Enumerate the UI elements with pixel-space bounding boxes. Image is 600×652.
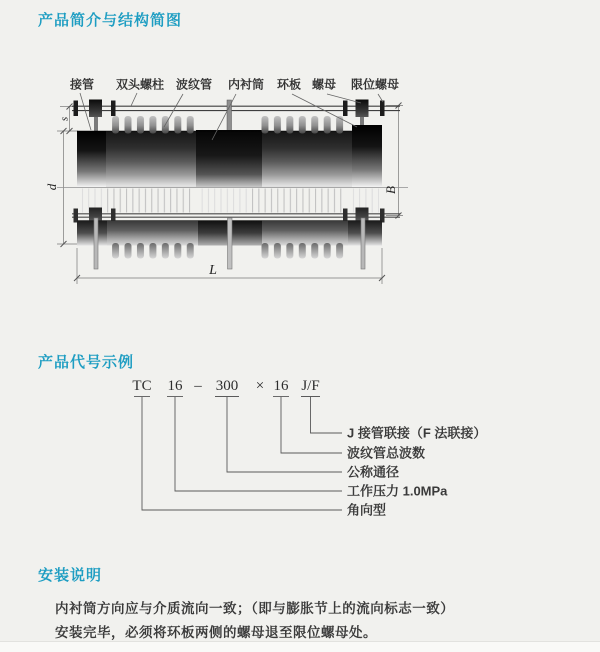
ring-plate-left [77, 131, 106, 187]
code-seg-times: × [255, 378, 265, 394]
part-label-stud: 双头螺柱 [115, 77, 165, 92]
joint-body-top [77, 125, 382, 187]
dim-label-s: s [58, 116, 71, 122]
tie-rod-top [72, 106, 400, 110]
code-seg-dash: – [194, 378, 202, 394]
product-code-diagram [0, 340, 600, 540]
install-line-1: 内衬筒方向应与介质流向一致；（即与膨胀节上的流向标志一致） [55, 601, 455, 616]
install-instructions [55, 597, 525, 645]
code-seg-conn: J/F [301, 378, 320, 394]
page-bottom-edge [0, 641, 600, 652]
part-label-bellows: 波纹管 [175, 77, 213, 92]
callout-wave-count: 波纹管总波数 [347, 445, 426, 461]
callout-type: 角向型 [347, 502, 387, 518]
part-label-pipe: 接管 [69, 77, 95, 92]
dim-label-l: L [209, 263, 217, 278]
section-title-intro: 产品简介与结构简图 [38, 12, 183, 29]
bellows-silhouette-bottom [82, 189, 379, 213]
nut-left [89, 100, 102, 118]
dim-label-b: B [383, 186, 398, 194]
ring-plate-right [352, 125, 382, 187]
code-seg-type: TC [132, 378, 152, 394]
install-line-2: 安装完毕，必须将环板两侧的螺母退至限位螺母处。 [55, 625, 377, 640]
section-title-code: 产品代号示例 [38, 354, 135, 371]
code-seg-waves: 16 [273, 378, 289, 394]
callout-pressure: 工作压力 1.0MPa [347, 483, 448, 499]
tie-rod-bottom [72, 214, 400, 217]
part-label-limit-nut: 限位螺母 [350, 77, 400, 92]
limit-nut-right [380, 101, 385, 117]
inner-liner-collar [196, 130, 262, 187]
callout-diameter: 公称通径 [347, 464, 400, 480]
callout-connection: J 接管联接（F 法联接） [347, 425, 487, 441]
part-label-ring-plate: 环板 [276, 77, 302, 92]
section-title-install: 安装说明 [38, 567, 103, 584]
part-label-liner: 内衬筒 [227, 77, 265, 92]
dim-label-d: d [44, 183, 59, 191]
code-seg-pressure: 16 [167, 378, 183, 394]
code-seg-diameter: 300 [215, 378, 239, 394]
part-label-nut: 螺母 [311, 77, 337, 92]
code-callout-lines [134, 397, 342, 511]
